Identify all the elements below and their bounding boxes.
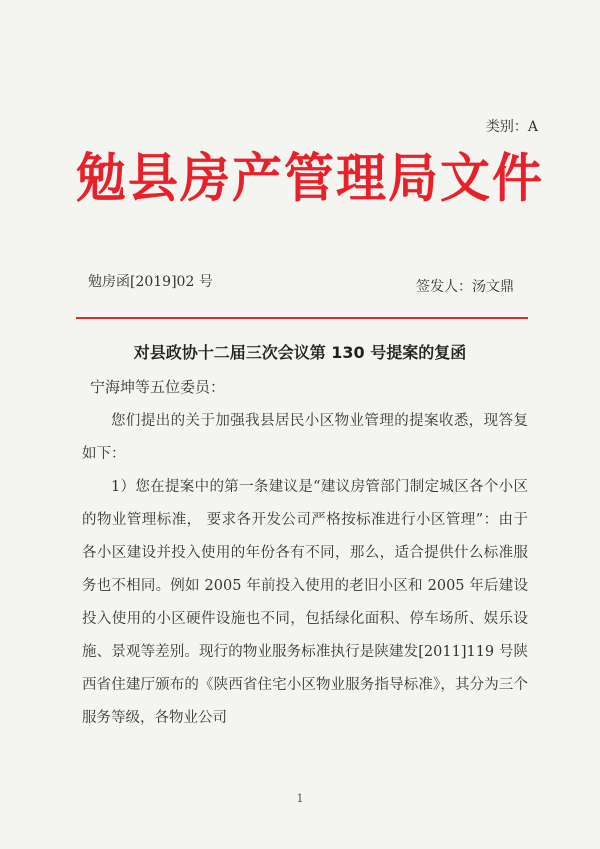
paragraph-item-1: 1）您在提案中的第一条建议是“建议房管部门制定城区各个小区的物业管理标准， 要求各开发公司严格按标准进行小区管理”：由于各小区建设并投入使用的年份各有不同，那么，适合提供什么标准服务也不相同。例如 2005 年前投入使用的老旧小区和 2005 年后建设投入使用的小区硬件设施也不同，包括绿化面积、停车场所、娱乐设施、景观等差别。现行的物业服务标准执行是陕建发[2011]119 号陕西省住建厅颁布的《陕西省住宅小区物业服务指导标准》，其分为三个服务等级，各物业公司 [82, 479, 528, 726]
document-title: 对县政协十二届三次会议第 130 号提案的复函 [133, 343, 467, 362]
paragraph-intro: 您们提出的关于加强我县居民小区物业管理的提案收悉，现答复如下： [82, 413, 528, 462]
category-label: 类别：A [485, 119, 538, 135]
document-header-title: 勉县房产管理局文件 [76, 146, 544, 209]
document-number: 勉房函[2019]02 号 [88, 274, 213, 290]
body-text [82, 405, 528, 735]
signer-label: 签发人：汤文鼎 [416, 279, 514, 295]
page-number: 1 [296, 792, 304, 805]
red-divider-line [76, 317, 528, 319]
addressee: 宁海坤等五位委员： [90, 378, 226, 396]
